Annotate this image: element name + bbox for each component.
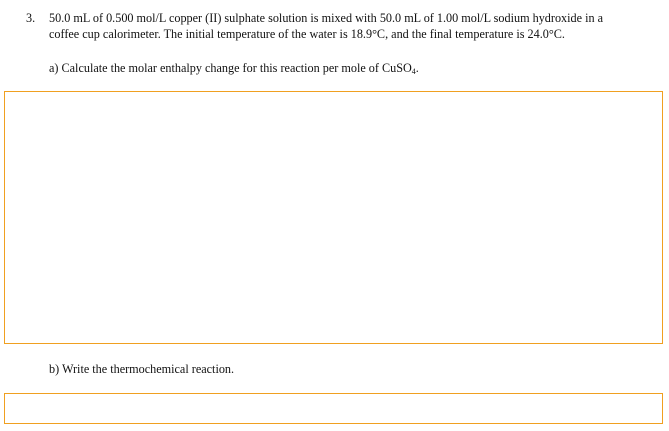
part-b-answer-box[interactable] xyxy=(4,393,663,424)
question-number: 3. xyxy=(26,11,36,25)
part-a-answer-box[interactable] xyxy=(4,91,663,344)
part-a-prompt-text: a) Calculate the molar enthalpy change for this reaction per mole of CuSO xyxy=(49,61,412,75)
question-text-line-2: coffee cup calorimeter. The initial temperature of the water is 18.9°C, and the final temperature is 24.0°C. xyxy=(49,27,565,41)
part-a-prompt xyxy=(49,60,419,76)
question-text-line-1: 50.0 mL of 0.500 mol/L copper (II) sulphate solution is mixed with 50.0 mL of 1.00 mol/L sodium hydroxide in a xyxy=(49,11,604,25)
part-b-prompt: b) Write the thermochemical reaction. xyxy=(49,362,235,376)
part-a-subscript: 4 xyxy=(411,67,416,76)
part-a-prompt-end: . xyxy=(415,61,419,75)
